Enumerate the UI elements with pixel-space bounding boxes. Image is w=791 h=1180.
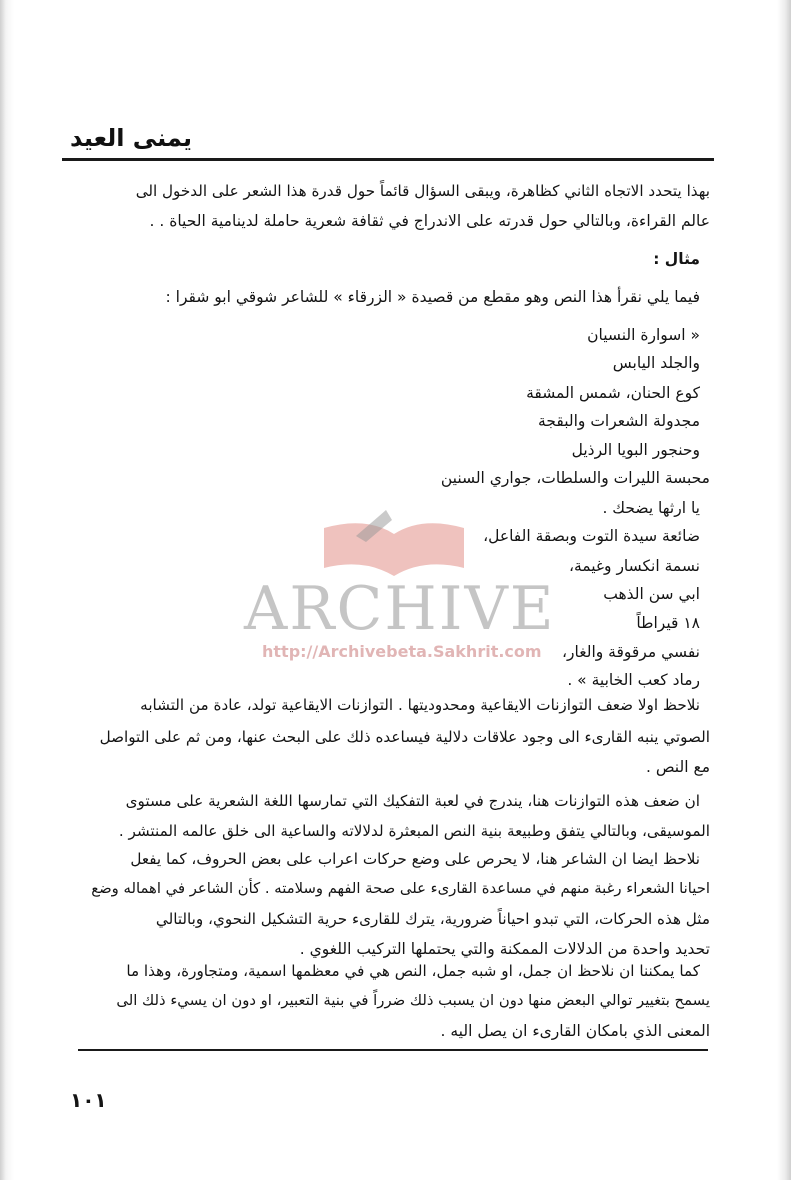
watermark-title: ARCHIVE (244, 574, 556, 644)
paragraph-line: المعنى الذي بامكان القارىء ان يصل اليه . (440, 1022, 710, 1040)
footer-rule (78, 1049, 708, 1051)
paragraph-line: ان ضعف هذه التوازنات هنا، يندرج في لعبة التفكيك التي تمارسها اللغة الشعرية على مستوى (125, 792, 700, 810)
poem-line: يا ارثها يضحك . (602, 499, 700, 517)
example-heading-block (78, 244, 710, 274)
watermark-url: http://Archivebeta.Sakhrit.com (262, 642, 542, 661)
paragraph-line: تحديد واحدة من الدلالات الممكنة والتي يحتملها التركيب اللغوي . (299, 940, 710, 958)
paragraph-diacritics (78, 844, 710, 964)
example-intro-block (78, 282, 710, 312)
paragraph-line: نلاحظ ايضا ان الشاعر هنا، لا يحرص على وضع حركات اعراب على بعض الحروف، كما يفعل (130, 850, 700, 868)
paragraph-nominal-sentences (78, 956, 710, 1046)
poem-line: نسمة انكسار وغيمة، (568, 557, 700, 575)
paragraph-deconstruction (78, 786, 710, 846)
poem-line: « اسوارة النسيان (587, 326, 700, 344)
paragraph-line: يسمح بتغيير توالي البعض منها دون ان يسبب ذلك ضرراً في بنية التعبير، او دون ان يسيء ذلك الى (116, 992, 710, 1009)
intro-paragraph (78, 176, 710, 236)
paragraph-line: مثل هذه الحركات، التي تبدو احياناً ضرورية، يترك للقارىء حرية التشكيل النحوي، وبالتالي (155, 910, 710, 928)
paragraph-line: احيانا الشعراء رغبة منهم في مساعدة القارىء على صحة الفهم وسلامته . كأن الشاعر في اهماله وضع (91, 880, 710, 897)
paragraph-line: كما يمكننا ان نلاحظ ان جمل، او شبه جمل، النص هي في معظمها اسمية، ومتجاورة، وهذا ما (126, 962, 700, 980)
poem-line: نفسي مرقوقة والغار، (562, 643, 700, 661)
page-number: ١٠١ (70, 1088, 107, 1112)
poem-line: ضائعة سيدة التوت وبصقة الفاعل، (483, 527, 700, 545)
poem-line: مجدولة الشعرات والبقجة (538, 412, 700, 430)
paragraph-line: الموسيقى، وبالتالي يتفق وطبيعة بنية النص المبعثرة لدلالاته والساعية الى خلق عالمه المنتشر . (118, 822, 710, 840)
poem-line: كوع الحنان، شمس المشقة (526, 384, 700, 402)
header-rule (62, 158, 714, 161)
poem-line: رماد كعب الخابية » . (567, 671, 700, 689)
poem-line: محبسة الليرات والسلطات، جواري السنين (440, 469, 710, 487)
running-head: يمنى العيد (70, 124, 192, 152)
paragraph-line: نلاحظ اولا ضعف التوازنات الايقاعية ومحدوديتها . التوازنات الايقاعية تولد، عادة من التشابه (140, 696, 700, 714)
poem-line: ابي سن الذهب (603, 585, 700, 603)
paragraph-line: الصوتي ينبه القارىء الى وجود علاقات دلالية فيساعده ذلك على البحث عنها، ومن ثم على التواصل (99, 728, 710, 746)
example-heading: مثال : (653, 250, 700, 268)
poem-line: وحنجور البويا الرذيل (571, 441, 700, 459)
intro-line: بهذا يتحدد الاتجاه الثاني كظاهرة، ويبقى السؤال قائماً حول قدرة هذا الشعر على الدخول الى (135, 182, 710, 200)
example-intro: فيما يلي نقرأ هذا النص وهو مقطع من قصيدة « الزرقاء » للشاعر شوقي ابو شقرا : (165, 288, 700, 306)
poem-block (78, 320, 710, 690)
poem-line: ١٨ قيراطاً (636, 614, 700, 632)
paragraph-line: مع النص . (645, 758, 710, 776)
intro-line: عالم القراءة، وبالتالي حول قدرته على الاندراج في ثقافة شعرية حاملة لدينامية الحياة . . (149, 212, 710, 230)
poem-line: والجلد اليابس (612, 354, 700, 372)
paragraph-rhythm (78, 690, 710, 780)
